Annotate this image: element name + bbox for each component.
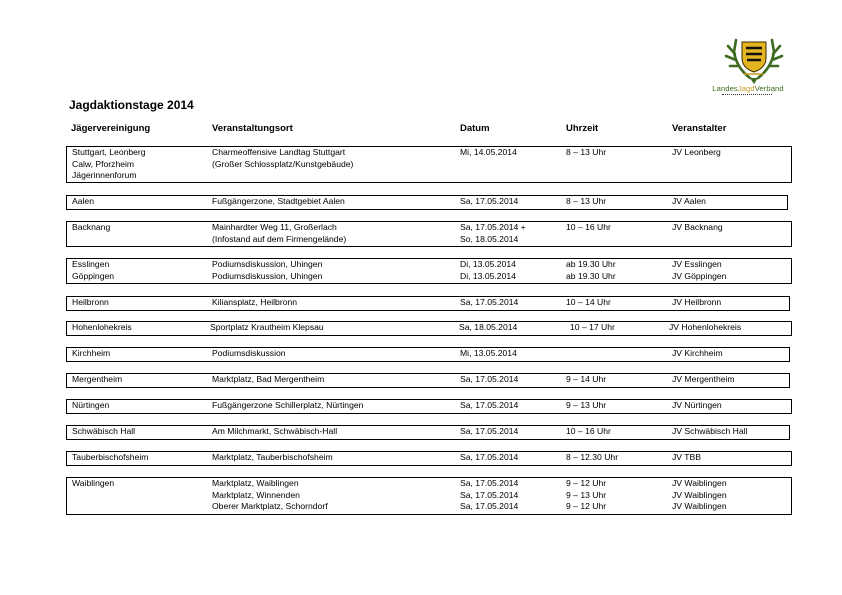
table-cell: 8 – 12.30 Uhr xyxy=(566,452,619,462)
table-cell: Schwäbisch Hall xyxy=(72,426,136,436)
table-cell: Calw, Pforzheim xyxy=(72,158,135,169)
table-cell: JV Waiblingen xyxy=(672,489,727,500)
table-cell: Podiumsdiskussion, Uhingen xyxy=(212,270,323,281)
table-cell: 10 – 17 Uhr xyxy=(570,322,615,332)
table-cell: Oberer Marktplatz, Schorndorf xyxy=(212,501,328,512)
table-cell: JV Waiblingen xyxy=(672,478,727,488)
table-cell: Fußgängerzone, Stadtgebiet Aalen xyxy=(212,196,345,206)
table-cell: (Großer Schlossplatz/Kunstgebäude) xyxy=(212,158,354,169)
table-cell: Sa, 17.05.2014 xyxy=(460,426,519,436)
table-cell: Göppingen xyxy=(72,270,115,281)
table-cell: JV Schwäbisch Hall xyxy=(672,426,748,436)
table-cell: 9 – 14 Uhr xyxy=(566,374,607,384)
table-cell: Sa, 17.05.2014 xyxy=(460,196,519,206)
column-header: Jägervereinigung xyxy=(71,123,151,134)
table-cell: JV Nürtingen xyxy=(672,400,722,410)
table-cell: JV Esslingen xyxy=(672,259,722,269)
table-cell: 8 – 13 Uhr xyxy=(566,147,607,157)
table-cell: Am Milchmarkt, Schwäbisch-Hall xyxy=(212,426,338,436)
table-cell: JV Kirchheim xyxy=(672,348,723,358)
table-cell: Mi, 14.05.2014 xyxy=(460,147,517,157)
table-cell: Tauberbischofsheim xyxy=(72,452,149,462)
column-header: Veranstalter xyxy=(672,123,727,134)
table-cell: 9 – 13 Uhr xyxy=(566,489,607,500)
table-cell: JV TBB xyxy=(672,452,701,462)
table-cell: 10 – 16 Uhr xyxy=(566,222,611,232)
table-cell: Mi, 13.05.2014 xyxy=(460,348,517,358)
table-cell: 9 – 12 Uhr xyxy=(566,478,607,488)
table-cell: Sa, 17.05.2014 xyxy=(460,400,519,410)
table-cell: So, 18.05.2014 xyxy=(460,233,519,244)
table-cell: JV Hohenlohekreis xyxy=(669,322,742,332)
table-cell: Esslingen xyxy=(72,259,110,269)
table-cell: (Infostand auf dem Firmengelände) xyxy=(212,233,347,244)
table-cell: Di, 13.05.2014 xyxy=(460,270,516,281)
table-cell: 10 – 14 Uhr xyxy=(566,297,611,307)
table-cell: Sportplatz Krautheim Klepsau xyxy=(210,322,324,332)
table-cell: Di, 13.05.2014 xyxy=(460,259,516,269)
table-cell: Fußgängerzone Schillerplatz, Nürtingen xyxy=(212,400,364,410)
table-cell: 9 – 13 Uhr xyxy=(566,400,607,410)
table-cell: JV Backnang xyxy=(672,222,723,232)
table-cell: JV Aalen xyxy=(672,196,706,206)
table-cell: ab 19.30 Uhr xyxy=(566,259,616,269)
table-cell: Marktplatz, Tauberbischofsheim xyxy=(212,452,333,462)
table-cell: Podiumsdiskussion, Uhingen xyxy=(212,259,323,269)
table-cell: JV Göppingen xyxy=(672,270,727,281)
brand-wordmark: LandesJagdVerband xyxy=(712,84,784,93)
table-cell: JV Mergentheim xyxy=(672,374,735,384)
table-cell: Backnang xyxy=(72,222,111,232)
table-cell: JV Heilbronn xyxy=(672,297,722,307)
table-cell: 10 – 16 Uhr xyxy=(566,426,611,436)
table-cell: Charmeoffensive Landtag Stuttgart xyxy=(212,147,346,157)
table-cell: Stuttgart, Leonberg xyxy=(72,147,146,157)
table-cell: Sa, 17.05.2014 xyxy=(460,374,519,384)
table-cell: Hohenlohekreis xyxy=(72,322,132,332)
table-cell: Mergentheim xyxy=(72,374,123,384)
column-header: Datum xyxy=(460,123,490,134)
table-cell: Heilbronn xyxy=(72,297,109,307)
page-title: Jagdaktionstage 2014 xyxy=(69,98,194,112)
table-cell: Jägerinnenforum xyxy=(72,170,137,181)
column-header: Uhrzeit xyxy=(566,123,599,134)
table-cell: JV Leonberg xyxy=(672,147,721,157)
table-cell: JV Waiblingen xyxy=(672,501,727,512)
table-cell: Sa, 17.05.2014 xyxy=(460,452,519,462)
table-cell: Sa, 17.05.2014 xyxy=(460,501,519,512)
table-cell: Sa, 17.05.2014 xyxy=(460,297,519,307)
table-cell: 9 – 12 Uhr xyxy=(566,501,607,512)
table-cell: Waiblingen xyxy=(72,478,115,488)
table-cell: Sa, 17.05.2014 xyxy=(460,478,519,488)
table-cell: Marktplatz, Waiblingen xyxy=(212,478,299,488)
table-cell: Kiliansplatz, Heilbronn xyxy=(212,297,298,307)
table-cell: Aalen xyxy=(72,196,94,206)
table-cell: 8 – 13 Uhr xyxy=(566,196,607,206)
table-cell: Marktplatz, Winnenden xyxy=(212,489,300,500)
table-cell: Nürtingen xyxy=(72,400,110,410)
table-cell: Podiumsdiskussion xyxy=(212,348,286,358)
table-cell: Marktplatz, Bad Mergentheim xyxy=(212,374,325,384)
column-header: Veranstaltungsort xyxy=(212,123,293,134)
table-cell: ab 19.30 Uhr xyxy=(566,270,616,281)
table-cell: Sa, 17.05.2014 + xyxy=(460,222,526,232)
table-cell: Sa, 17.05.2014 xyxy=(460,489,519,500)
table-cell: Kirchheim xyxy=(72,348,111,358)
table-cell: Sa, 18.05.2014 xyxy=(459,322,518,332)
table-cell: Mainhardter Weg 11, Großerlach xyxy=(212,222,337,232)
brand-tagline-line xyxy=(722,94,772,98)
